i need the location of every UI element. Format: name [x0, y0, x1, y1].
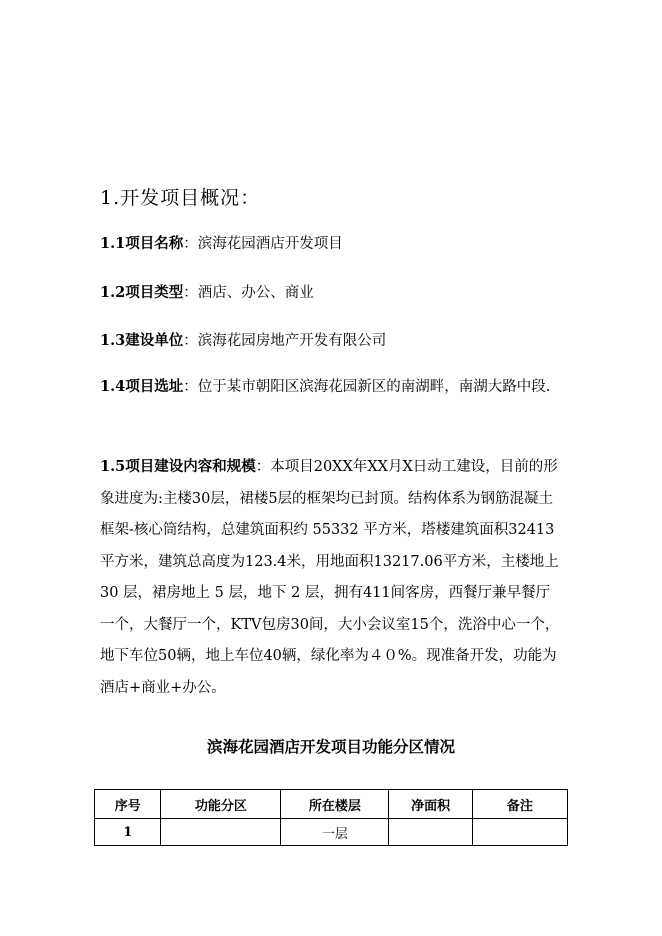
- section-heading: 1.开发项目概况：: [100, 187, 261, 209]
- header-remarks: 备注: [472, 790, 567, 819]
- project-location-label: 1.4项目选址: [100, 378, 184, 395]
- developer-line: [100, 329, 386, 350]
- header-serial: 序号: [95, 790, 161, 819]
- developer-label: 1.3建设单位: [100, 332, 184, 349]
- project-name-value: ：滨海花园酒店开发项目: [183, 236, 343, 252]
- cell-remarks: [472, 819, 567, 846]
- cell-serial: 1: [95, 819, 161, 846]
- project-location-paragraph: [100, 371, 562, 404]
- project-scope-paragraph: [100, 451, 562, 704]
- project-scope-value: ：本项目20XX年XX月X日动工建设，目前的形象进度为:主楼30层，裙楼5层的框架均已封顶。结构体系为钢筋混凝土框架-核心筒结构，总建筑面积约 55332 平方米，塔楼建筑面积32413平方米，建筑总高度为123.4米，用地面积13217.06平方米，主楼地上 30 层，裙房地上 5 层，地下 2 层，拥有411间客房，西餐厅兼早餐厅一个，大餐厅一个，KTV包房30间，大小会议室15个，洗浴中心一个，地下车位50辆，地上车位40辆，绿化率为４０%。现准备开发，功能为酒店+商业+办公。: [100, 459, 560, 696]
- project-type-value: ：酒店、办公、商业: [183, 285, 314, 301]
- header-net-area: 净面积: [389, 790, 472, 819]
- project-type-label: 1.2项目类型: [100, 284, 184, 301]
- table-row: [95, 819, 568, 846]
- header-floor: 所在楼层: [281, 790, 389, 819]
- project-type-line: [100, 281, 314, 302]
- table-title: 滨海花园酒店开发项目功能分区情况: [206, 737, 455, 756]
- cell-floor: 一层: [281, 819, 389, 846]
- project-location-value: ：位于某市朝阳区滨海花园新区的南湖畔，南湖大路中段.: [183, 379, 551, 395]
- project-name-line: [100, 232, 343, 253]
- developer-value: ：滨海花园房地产开发有限公司: [183, 333, 387, 349]
- cell-function-zone: [161, 819, 281, 846]
- table-header-row: [95, 790, 568, 819]
- function-zoning-table: [94, 789, 568, 846]
- cell-net-area: [389, 819, 472, 846]
- header-function-zone: 功能分区: [161, 790, 281, 819]
- project-name-label: 1.1项目名称: [100, 235, 184, 252]
- project-scope-label: 1.5项目建设内容和规模: [100, 458, 256, 475]
